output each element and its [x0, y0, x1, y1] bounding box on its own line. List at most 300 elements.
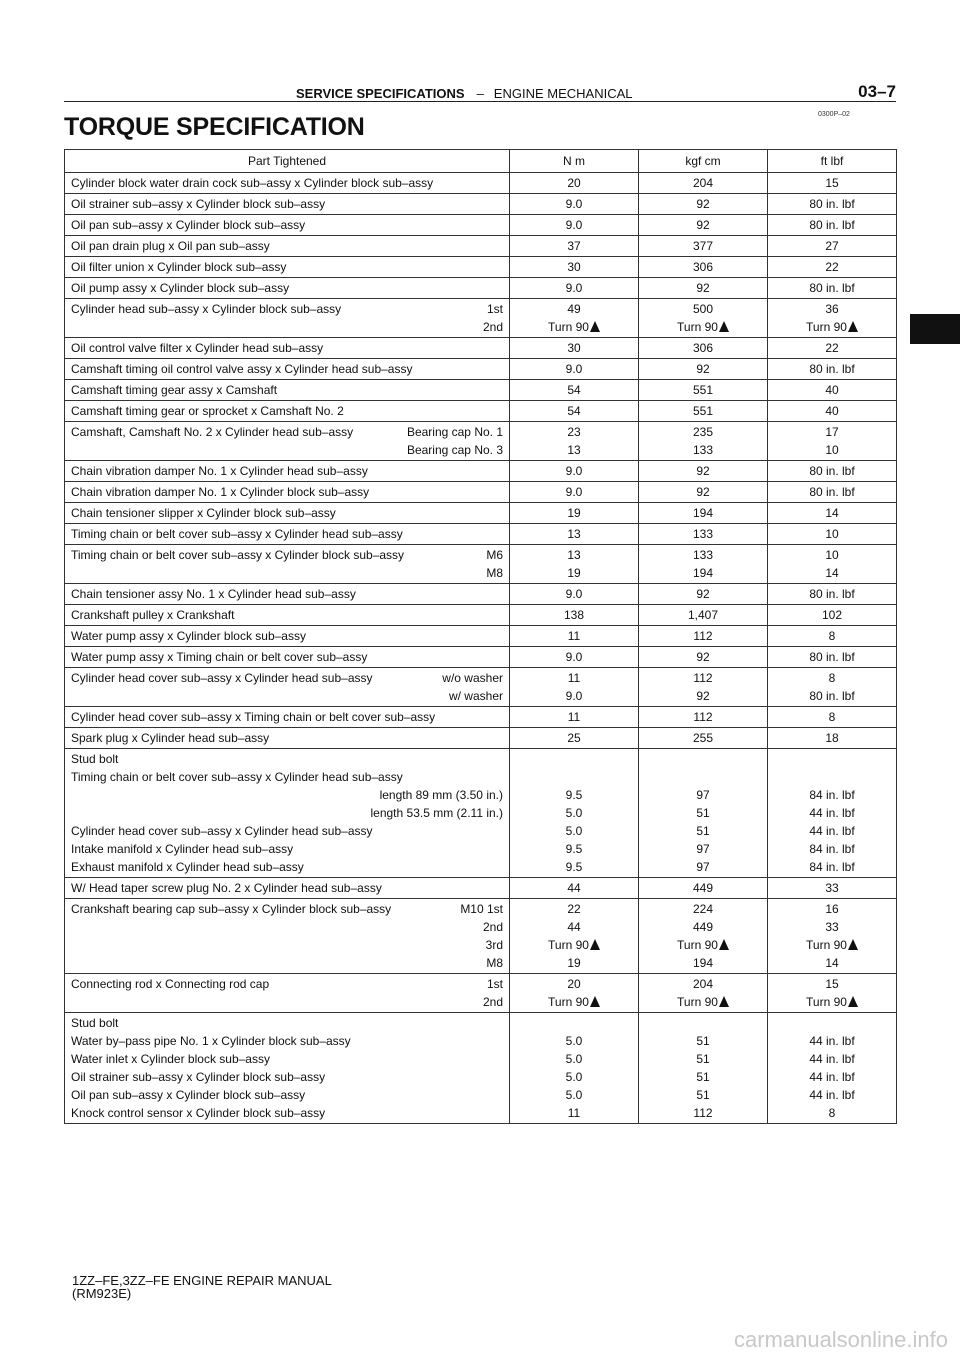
nm-value — [516, 840, 632, 858]
table-row — [65, 380, 897, 401]
kgf-value — [645, 462, 761, 480]
kgf-value — [645, 279, 761, 297]
part-text: Oil filter union x Cylinder block sub–assy — [71, 260, 287, 274]
kgf-value — [645, 318, 761, 336]
ft-value-cell — [768, 380, 897, 401]
nm-value-text: Turn 90 — [548, 938, 589, 952]
part-line — [71, 462, 503, 480]
part-line — [71, 768, 503, 786]
ft-value — [774, 822, 890, 840]
kgf-value-text: 51 — [696, 1088, 710, 1102]
ft-value-text: 14 — [825, 506, 839, 520]
nm-value-cell — [510, 401, 639, 422]
part-condition: M8 — [486, 956, 503, 970]
kgf-value — [645, 546, 761, 564]
part-text: Camshaft, Camshaft No. 2 x Cylinder head sub–assy — [71, 425, 354, 439]
ft-value-text: 80 in. lbf — [809, 650, 855, 664]
part-tightened-cell — [65, 728, 510, 749]
ft-value-cell — [768, 503, 897, 524]
nm-value-text: 13 — [567, 443, 581, 457]
ft-value-text: 84 in. lbf — [809, 788, 855, 802]
part-text: Chain vibration damper No. 1 x Cylinder head sub–assy — [71, 464, 368, 478]
part-line — [71, 648, 503, 666]
ft-value — [774, 195, 890, 213]
ft-value — [774, 840, 890, 858]
part-text: Chain tensioner slipper x Cylinder block sub–assy — [71, 506, 336, 520]
part-line — [71, 546, 503, 564]
nm-value-cell — [510, 626, 639, 647]
nm-value-text: 9.0 — [565, 218, 583, 232]
part-line — [71, 822, 503, 840]
turn-triangle-icon — [719, 939, 729, 950]
kgf-value — [645, 402, 761, 420]
part-text: Connecting rod x Connecting rod cap — [71, 977, 270, 991]
nm-value-text: 9.0 — [565, 197, 583, 211]
part-condition: 2nd — [482, 320, 503, 334]
nm-value — [516, 423, 632, 441]
part-line — [71, 708, 503, 726]
part-line — [71, 504, 503, 522]
page-header — [64, 84, 896, 102]
kgf-value-cell — [639, 749, 768, 878]
nm-value — [516, 441, 632, 459]
nm-value — [516, 585, 632, 603]
kgf-value-cell — [639, 359, 768, 380]
nm-value-cell — [510, 461, 639, 482]
nm-value-cell — [510, 380, 639, 401]
ft-value — [774, 900, 890, 918]
nm-value-text: 9.0 — [565, 689, 583, 703]
kgf-value — [645, 840, 761, 858]
kgf-value-cell — [639, 173, 768, 194]
ft-value-cell — [768, 974, 897, 1013]
kgf-value — [645, 822, 761, 840]
kgf-value-text: 255 — [692, 731, 714, 745]
nm-value-text: 22 — [567, 902, 581, 916]
ft-value-cell — [768, 461, 897, 482]
part-tightened-cell — [65, 749, 510, 878]
nm-value-text: 19 — [567, 956, 581, 970]
ft-value — [774, 606, 890, 624]
part-line — [71, 840, 503, 858]
part-text: Cylinder head cover sub–assy x Cylinder head sub–assy — [71, 824, 373, 838]
ft-value — [774, 669, 890, 687]
kgf-value — [645, 936, 761, 954]
kgf-value — [645, 729, 761, 747]
kgf-value — [645, 504, 761, 522]
table-row — [65, 299, 897, 338]
ft-value — [774, 360, 890, 378]
ft-value — [774, 858, 890, 876]
ft-value-text: 40 — [825, 404, 839, 418]
nm-value-text: 9.0 — [565, 650, 583, 664]
ft-value — [774, 648, 890, 666]
table-row — [65, 605, 897, 626]
ft-value-text: 80 in. lbf — [809, 464, 855, 478]
kgf-value-cell — [639, 626, 768, 647]
ft-value-text: 14 — [825, 956, 839, 970]
part-condition: Bearing cap No. 1 — [406, 425, 503, 439]
nm-value-cell — [510, 899, 639, 974]
ft-value — [774, 300, 890, 318]
kgf-value-text: 551 — [692, 383, 714, 397]
table-row — [65, 524, 897, 545]
part-text: length 89 mm (3.50 in.) — [379, 788, 503, 802]
part-condition: w/ washer — [448, 689, 503, 703]
table-row — [65, 626, 897, 647]
part-line — [71, 258, 503, 276]
header-subsection: ENGINE MECHANICAL — [493, 86, 633, 101]
ft-value — [774, 525, 890, 543]
kgf-value-cell — [639, 482, 768, 503]
part-text: Oil control valve filter x Cylinder head sub–assy — [71, 341, 324, 355]
ft-value-cell — [768, 359, 897, 380]
nm-value-text: 13 — [567, 548, 581, 562]
ft-value-cell — [768, 626, 897, 647]
ft-value-cell — [768, 1013, 897, 1124]
nm-value-text: 49 — [567, 302, 581, 316]
kgf-value — [645, 648, 761, 666]
nm-value — [516, 993, 632, 1011]
part-tightened-cell — [65, 524, 510, 545]
kgf-value-cell — [639, 278, 768, 299]
nm-value — [516, 606, 632, 624]
nm-value — [516, 1032, 632, 1050]
nm-value-text: 9.5 — [565, 788, 583, 802]
ft-value — [774, 279, 890, 297]
table-row — [65, 401, 897, 422]
nm-value-cell — [510, 605, 639, 626]
part-tightened-cell — [65, 359, 510, 380]
part-line — [71, 525, 503, 543]
part-line — [71, 750, 503, 768]
ft-value — [774, 1014, 890, 1032]
nm-value-text: 9.0 — [565, 587, 583, 601]
table-row — [65, 278, 897, 299]
part-text: Cylinder block water drain cock sub–assy x Cylinder block sub–assy — [71, 176, 434, 190]
ft-value-text: 8 — [828, 671, 836, 685]
ft-value — [774, 546, 890, 564]
nm-value-cell — [510, 584, 639, 605]
part-condition: 1st — [486, 302, 503, 316]
kgf-value-text: 92 — [696, 197, 710, 211]
kgf-value-cell — [639, 422, 768, 461]
ft-value-cell — [768, 707, 897, 728]
part-condition: M10 1st — [460, 902, 503, 916]
ft-value-text: 10 — [825, 443, 839, 457]
nm-value — [516, 237, 632, 255]
nm-value — [516, 318, 632, 336]
turn-triangle-icon — [719, 321, 729, 332]
torque-table — [64, 149, 897, 1124]
part-condition: 2nd — [482, 995, 503, 1009]
nm-value — [516, 879, 632, 897]
kgf-value-text: 92 — [696, 485, 710, 499]
ft-value — [774, 423, 890, 441]
ft-value-cell — [768, 647, 897, 668]
header-section: SERVICE SPECIFICATIONS — [296, 86, 465, 101]
kgf-value — [645, 954, 761, 972]
nm-value — [516, 936, 632, 954]
ft-value-text: 44 in. lbf — [809, 1088, 855, 1102]
part-tightened-cell — [65, 236, 510, 257]
kgf-value-text: 449 — [692, 881, 714, 895]
table-row — [65, 257, 897, 278]
ft-value-cell — [768, 278, 897, 299]
nm-value — [516, 339, 632, 357]
ft-value — [774, 258, 890, 276]
part-tightened-cell — [65, 974, 510, 1013]
nm-value — [516, 360, 632, 378]
nm-value — [516, 1050, 632, 1068]
kgf-value-text: 1,407 — [687, 608, 719, 622]
table-header-row — [65, 150, 897, 173]
ft-value-cell — [768, 299, 897, 338]
kgf-value — [645, 381, 761, 399]
nm-value — [516, 195, 632, 213]
nm-value-text: 25 — [567, 731, 581, 745]
kgf-value-text: Turn 90 — [677, 320, 718, 334]
table-row — [65, 728, 897, 749]
ft-value — [774, 318, 890, 336]
ft-value-cell — [768, 749, 897, 878]
nm-value-text: 20 — [567, 977, 581, 991]
kgf-value-cell — [639, 668, 768, 707]
nm-value — [516, 216, 632, 234]
table-row — [65, 899, 897, 974]
kgf-value — [645, 858, 761, 876]
table-row — [65, 461, 897, 482]
table-row — [65, 749, 897, 878]
nm-value — [516, 822, 632, 840]
part-text: Timing chain or belt cover sub–assy x Cylinder block sub–assy — [71, 548, 405, 562]
nm-value — [516, 729, 632, 747]
kgf-value — [645, 258, 761, 276]
table-row — [65, 359, 897, 380]
kgf-value-cell — [639, 461, 768, 482]
nm-value-cell — [510, 1013, 639, 1124]
part-line — [71, 195, 503, 213]
part-text: Crankshaft pulley x Crankshaft — [71, 608, 235, 622]
part-tightened-cell — [65, 647, 510, 668]
ft-value — [774, 804, 890, 822]
turn-triangle-icon — [590, 321, 600, 332]
part-tightened-cell — [65, 461, 510, 482]
ft-value — [774, 1050, 890, 1068]
ft-value-text: 44 in. lbf — [809, 824, 855, 838]
ft-value-text: 33 — [825, 920, 839, 934]
section-tab-marker — [910, 314, 960, 344]
kgf-value-text: 92 — [696, 689, 710, 703]
kgf-value — [645, 300, 761, 318]
nm-value-text: 23 — [567, 425, 581, 439]
part-tightened-cell — [65, 503, 510, 524]
part-line — [71, 993, 503, 1011]
part-text: Stud bolt — [71, 752, 119, 766]
kgf-value — [645, 360, 761, 378]
nm-value-cell — [510, 647, 639, 668]
part-line — [71, 858, 503, 876]
kgf-value — [645, 441, 761, 459]
part-tightened-cell — [65, 257, 510, 278]
table-row — [65, 236, 897, 257]
kgf-value-text: 92 — [696, 218, 710, 232]
nm-value — [516, 174, 632, 192]
ft-value-text: Turn 90 — [806, 938, 847, 952]
ft-value-cell — [768, 257, 897, 278]
table-row — [65, 647, 897, 668]
ft-value-text: 22 — [825, 341, 839, 355]
part-text: Stud bolt — [71, 1016, 119, 1030]
nm-value-text: 9.0 — [565, 464, 583, 478]
nm-value-text: 5.0 — [565, 1088, 583, 1102]
part-tightened-cell — [65, 668, 510, 707]
kgf-value-text: 112 — [693, 1106, 713, 1120]
ft-value — [774, 1032, 890, 1050]
kgf-value — [645, 423, 761, 441]
part-text: Timing chain or belt cover sub–assy x Cylinder head sub–assy — [71, 527, 403, 541]
table-row — [65, 482, 897, 503]
nm-value-text: 30 — [567, 260, 581, 274]
nm-value — [516, 525, 632, 543]
kgf-value-cell — [639, 194, 768, 215]
kgf-value-text: 204 — [692, 176, 714, 190]
part-line — [71, 786, 503, 804]
turn-triangle-icon — [848, 996, 858, 1007]
part-text: Oil pan sub–assy x Cylinder block sub–assy — [71, 218, 306, 232]
nm-value-text: Turn 90 — [548, 320, 589, 334]
ft-value-text: Turn 90 — [806, 320, 847, 334]
nm-value — [516, 504, 632, 522]
kgf-value — [645, 564, 761, 582]
ft-value — [774, 1086, 890, 1104]
nm-value-cell — [510, 173, 639, 194]
ft-value — [774, 339, 890, 357]
part-line — [71, 339, 503, 357]
kgf-value-text: Turn 90 — [677, 938, 718, 952]
kgf-value — [645, 669, 761, 687]
ft-value — [774, 1104, 890, 1122]
part-text: Camshaft timing gear assy x Camshaft — [71, 383, 278, 397]
ft-value-cell — [768, 524, 897, 545]
kgf-value-text: Turn 90 — [677, 995, 718, 1009]
part-text: Oil pan drain plug x Oil pan sub–assy — [71, 239, 270, 253]
part-text: Camshaft timing gear or sprocket x Camshaft No. 2 — [71, 404, 344, 418]
ft-value-text: 80 in. lbf — [809, 587, 855, 601]
nm-value — [516, 483, 632, 501]
header-separator: – — [476, 86, 484, 101]
ft-value-cell — [768, 878, 897, 899]
nm-value — [516, 564, 632, 582]
table-row — [65, 173, 897, 194]
nm-value — [516, 1086, 632, 1104]
col-header-part: Part Tightened — [65, 150, 510, 173]
part-tightened-cell — [65, 626, 510, 647]
kgf-value — [645, 1032, 761, 1050]
ft-value-text: 17 — [825, 425, 839, 439]
nm-value-text: 37 — [567, 239, 581, 253]
kgf-value-text: 306 — [692, 260, 714, 274]
kgf-value-cell — [639, 974, 768, 1013]
kgf-value-cell — [639, 728, 768, 749]
nm-value-cell — [510, 503, 639, 524]
nm-value-cell — [510, 278, 639, 299]
kgf-value-text: 204 — [692, 977, 714, 991]
header-title — [296, 86, 633, 101]
nm-value-cell — [510, 215, 639, 236]
nm-value-text: 19 — [567, 506, 581, 520]
nm-value-cell — [510, 194, 639, 215]
nm-value-text: 11 — [567, 710, 581, 724]
part-condition: w/o washer — [442, 671, 503, 685]
kgf-value-cell — [639, 545, 768, 584]
part-tightened-cell — [65, 380, 510, 401]
nm-value-text: 44 — [567, 881, 581, 895]
ft-value — [774, 504, 890, 522]
part-tightened-cell — [65, 899, 510, 974]
ft-value — [774, 708, 890, 726]
kgf-value — [645, 195, 761, 213]
nm-value-text: 13 — [567, 527, 581, 541]
part-line — [71, 1068, 503, 1086]
kgf-value — [645, 339, 761, 357]
nm-value — [516, 381, 632, 399]
nm-value — [516, 975, 632, 993]
ft-value-text: 44 in. lbf — [809, 806, 855, 820]
nm-value — [516, 918, 632, 936]
ft-value-text: 10 — [825, 548, 839, 562]
nm-value — [516, 300, 632, 318]
part-tightened-cell — [65, 173, 510, 194]
part-text: Cylinder head sub–assy x Cylinder block sub–assy — [71, 302, 342, 316]
kgf-value-text: 235 — [692, 425, 714, 439]
ft-value — [774, 687, 890, 705]
part-line — [71, 1014, 503, 1032]
kgf-value — [645, 786, 761, 804]
kgf-value-cell — [639, 584, 768, 605]
kgf-value — [645, 975, 761, 993]
part-text: Camshaft timing oil control valve assy x Cylinder head sub–assy — [71, 362, 413, 376]
kgf-value-cell — [639, 257, 768, 278]
footer — [72, 1274, 332, 1300]
part-text: Oil pump assy x Cylinder block sub–assy — [71, 281, 290, 295]
part-text: Chain tensioner assy No. 1 x Cylinder head sub–assy — [71, 587, 356, 601]
part-text: length 53.5 mm (2.11 in.) — [370, 806, 503, 820]
ft-value-cell — [768, 899, 897, 974]
kgf-value — [645, 585, 761, 603]
kgf-value — [645, 918, 761, 936]
nm-value-cell — [510, 707, 639, 728]
ft-value-cell — [768, 545, 897, 584]
ft-value-cell — [768, 215, 897, 236]
part-line — [71, 585, 503, 603]
part-line — [71, 687, 503, 705]
ft-value-text: 44 in. lbf — [809, 1070, 855, 1084]
part-condition: 2nd — [482, 920, 503, 934]
kgf-value — [645, 237, 761, 255]
ft-value-text: 84 in. lbf — [809, 842, 855, 856]
nm-value — [516, 687, 632, 705]
kgf-value-text: 133 — [692, 527, 714, 541]
nm-value-cell — [510, 359, 639, 380]
table-row — [65, 422, 897, 461]
table-row — [65, 545, 897, 584]
page-number: 03–7 — [858, 82, 896, 101]
kgf-value-cell — [639, 338, 768, 359]
nm-value-text: 5.0 — [565, 1070, 583, 1084]
ft-value — [774, 918, 890, 936]
ft-value-cell — [768, 338, 897, 359]
